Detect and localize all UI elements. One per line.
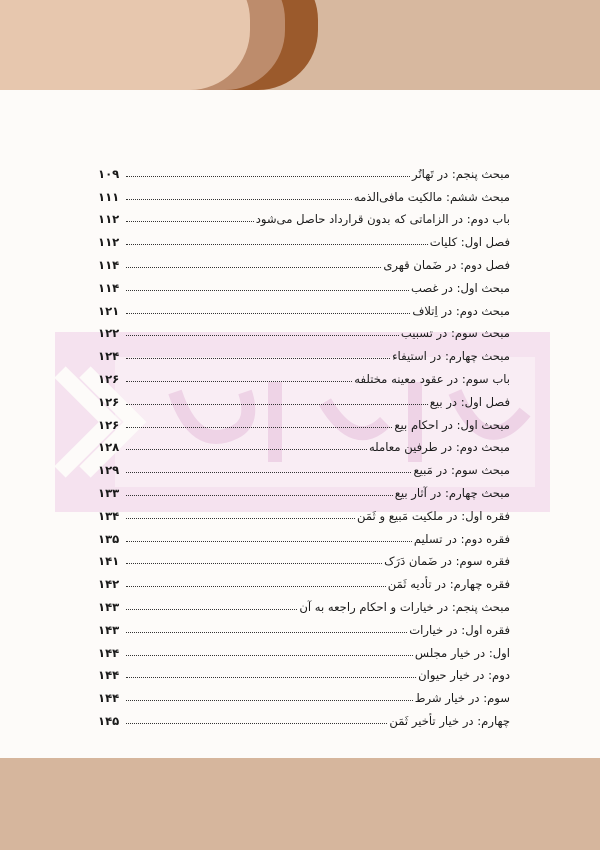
toc-entry[interactable] <box>98 409 510 432</box>
toc-entry-title: فصل اول: در بیع <box>429 394 510 409</box>
toc-entry[interactable] <box>98 295 510 318</box>
toc-entry-title: فقره اول: در ملکیت مَبیع و ثَمَن <box>357 508 510 523</box>
toc-entry-page: ۱۰۹ <box>98 166 120 181</box>
toc-entry-title: باب سوم: در عقود معینه مختلفه <box>354 371 510 386</box>
toc-entry-title: سوم: در خیار شرط <box>414 691 510 706</box>
toc-entry-title: چهارم: در خیار تأخیر ثَمَن <box>389 713 510 728</box>
toc-entry-title: مبحث پنجم: در خیارات و احکام راجعه به آن <box>299 599 510 614</box>
header-band <box>0 0 600 90</box>
toc-entry-page: ۱۱۴ <box>98 257 120 272</box>
dot-leader <box>126 290 409 291</box>
dot-leader <box>126 176 410 177</box>
toc-entry-page: ۱۲۶ <box>98 417 120 432</box>
dot-leader <box>126 700 413 701</box>
toc-entry[interactable] <box>98 272 510 295</box>
dot-leader <box>126 244 428 245</box>
dot-leader <box>126 677 416 678</box>
dot-leader <box>126 495 393 496</box>
toc-entry[interactable] <box>98 226 510 249</box>
toc-entry-page: ۱۲۶ <box>98 371 120 386</box>
toc-entry-page: ۱۴۱ <box>98 554 120 569</box>
dot-leader <box>126 541 412 542</box>
dot-leader <box>126 449 367 450</box>
toc-entry[interactable] <box>98 637 510 660</box>
toc-entry[interactable] <box>98 614 510 637</box>
toc-entry-page: ۱۲۱ <box>98 303 120 318</box>
toc-entry[interactable] <box>98 500 510 523</box>
dot-leader <box>126 199 352 200</box>
toc-entry-page: ۱۴۲ <box>98 577 120 592</box>
dot-leader <box>126 267 381 268</box>
toc-entry-page: ۱۱۲ <box>98 212 120 227</box>
toc-entry[interactable] <box>98 454 510 477</box>
toc-entry[interactable] <box>98 204 510 227</box>
dot-leader <box>126 427 392 428</box>
toc-entry[interactable] <box>98 249 510 272</box>
toc-entry-page: ۱۲۴ <box>98 349 120 364</box>
toc-entry-title: فصل دوم: در ضَمان قهری <box>383 257 510 272</box>
dot-leader <box>126 404 428 405</box>
decorative-tab-light <box>0 0 250 90</box>
dot-leader <box>126 221 254 222</box>
dot-leader <box>126 472 411 473</box>
dot-leader <box>126 586 386 587</box>
toc-entry-title: مبحث ششم: مالکیت مافی‌الذمه <box>353 189 510 204</box>
toc-entry[interactable] <box>98 546 510 569</box>
toc-entry-page: ۱۲۹ <box>98 463 120 478</box>
toc-entry[interactable] <box>98 591 510 614</box>
toc-entry-title: اول: در خیار مجلس <box>414 645 510 660</box>
dot-leader <box>126 381 352 382</box>
toc-entry-page: ۱۴۳ <box>98 599 120 614</box>
toc-entry-title: دوم: در خیار حیوان <box>418 668 510 683</box>
toc-entry-page: ۱۱۲ <box>98 235 120 250</box>
toc-entry-title: فقره دوم: در تسلیم <box>413 531 510 546</box>
toc-entry[interactable] <box>98 682 510 705</box>
toc-entry-title: فقره سوم: در ضَمان دَرَک <box>384 554 510 569</box>
table-of-contents <box>98 158 510 728</box>
toc-entry-title: مبحث اول: در غصب <box>410 280 510 295</box>
toc-entry-title: مبحث اول: در احکام بیع <box>394 417 510 432</box>
dot-leader <box>126 632 407 633</box>
toc-entry-page: ۱۲۲ <box>98 326 120 341</box>
toc-entry-page: ۱۱۴ <box>98 280 120 295</box>
toc-entry[interactable] <box>98 363 510 386</box>
toc-entry-page: ۱۱۱ <box>98 189 120 204</box>
toc-entry[interactable] <box>98 705 510 728</box>
dot-leader <box>126 335 399 336</box>
toc-entry-title: مبحث چهارم: در آثار بیع <box>394 485 510 500</box>
dot-leader <box>126 313 410 314</box>
toc-entry[interactable] <box>98 181 510 204</box>
toc-entry-title: مبحث دوم: در اِتلاف <box>412 303 510 318</box>
dot-leader <box>126 609 297 610</box>
dot-leader <box>126 563 382 564</box>
toc-entry-title: مبحث سوم: در مَبیع <box>413 463 510 478</box>
toc-entry-title: مبحث پنجم: در تَهاتُر <box>412 166 510 181</box>
toc-entry-title: مبحث دوم: در طرفین معامله <box>368 440 510 455</box>
toc-entry[interactable] <box>98 340 510 363</box>
toc-entry-page: ۱۴۴ <box>98 668 120 683</box>
toc-entry-title: مبحث سوم: در تسبیب <box>400 326 510 341</box>
footer-band <box>0 758 600 850</box>
toc-entry-page: ۱۳۵ <box>98 531 120 546</box>
toc-entry[interactable] <box>98 523 510 546</box>
dot-leader <box>126 723 387 724</box>
dot-leader <box>126 655 413 656</box>
toc-entry-page: ۱۴۵ <box>98 713 120 728</box>
toc-entry-page: ۱۳۳ <box>98 485 120 500</box>
toc-entry-title: مبحث چهارم: در استیفاء <box>392 349 510 364</box>
toc-entry[interactable] <box>98 432 510 455</box>
toc-entry-title: فصل اول: کلیات <box>429 235 510 250</box>
toc-entry[interactable] <box>98 386 510 409</box>
toc-entry-title: باب دوم: در الزاماتی که بدون قرارداد حاصل می‌شود <box>255 212 510 227</box>
toc-entry-page: ۱۴۴ <box>98 691 120 706</box>
toc-entry-page: ۱۲۸ <box>98 440 120 455</box>
toc-entry-page: ۱۴۴ <box>98 645 120 660</box>
toc-entry-page: ۱۲۶ <box>98 394 120 409</box>
toc-entry-title: فقره چهارم: در تأدیه ثَمَن <box>387 577 510 592</box>
toc-entry[interactable] <box>98 568 510 591</box>
toc-entry-title: فقره اول: در خیارات <box>409 622 510 637</box>
dot-leader <box>126 358 390 359</box>
toc-entry-page: ۱۳۴ <box>98 508 120 523</box>
toc-entry[interactable] <box>98 318 510 341</box>
toc-entry[interactable] <box>98 158 510 181</box>
toc-entry[interactable] <box>98 477 510 500</box>
dot-leader <box>126 518 355 519</box>
toc-entry-page: ۱۴۳ <box>98 622 120 637</box>
toc-entry[interactable] <box>98 660 510 683</box>
